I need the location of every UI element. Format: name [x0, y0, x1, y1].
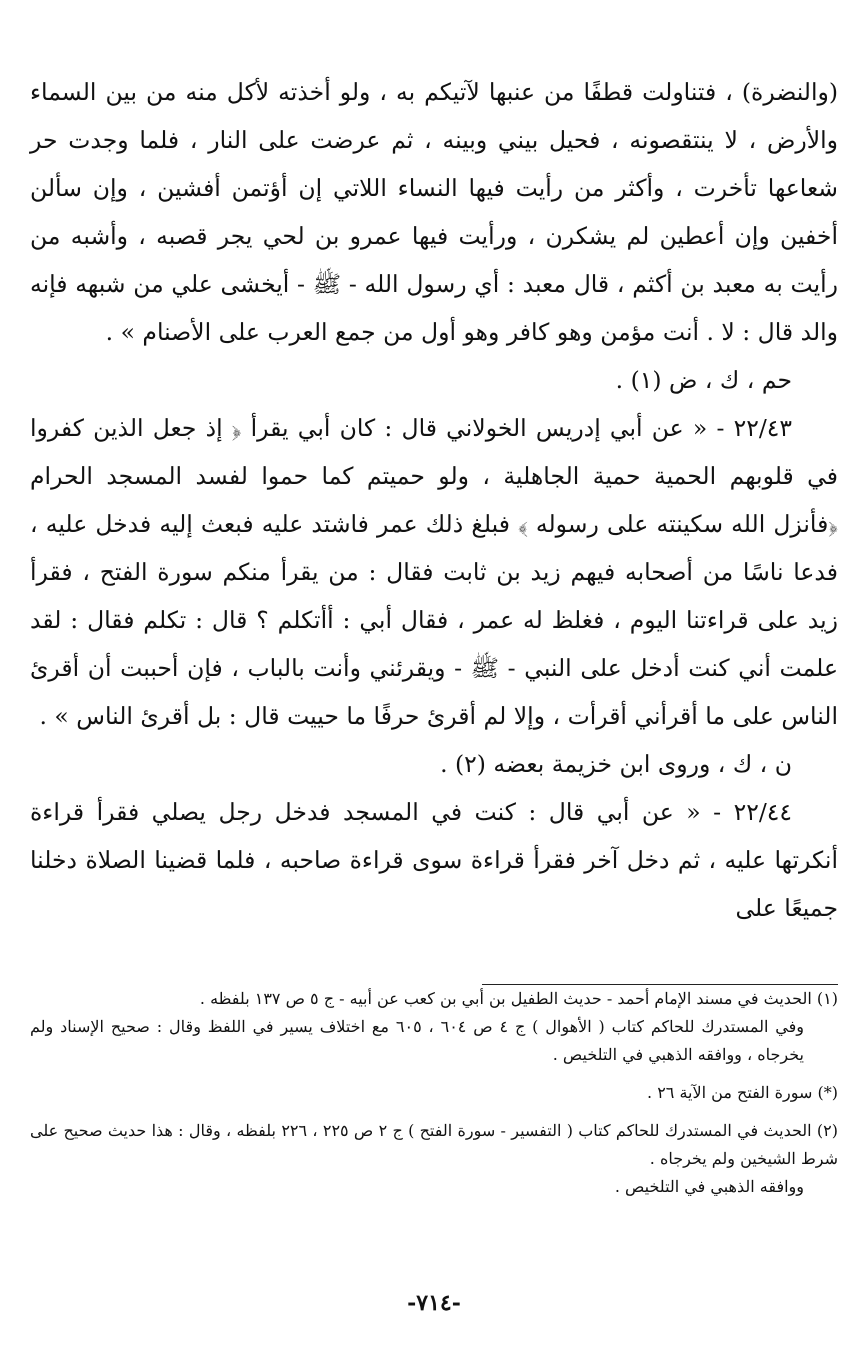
hadith-paragraph-43: ٢٢/٤٣ - « عن أبي إدريس الخولاني قال : كان أبي يقرأ ﴿ إذ جعل الذين كفروا في قلوبهم الحمية حمية الجاهلية ، ولو حميتم كما حموا لفسد المسجد الحرام ﴿فأنزل الله سكينته على رسوله ﴾ فبلغ ذلك عمر فاشتد عليه فبعث إليه فدخل عليه ، فدعا ناسًا من أصحابه فيهم زيد بن ثابت فقال : من يقرأ منكم سورة الفتح ، فقرأ زيد على قراءتنا اليوم ، فغلظ له عمر ، فقال أبي : أأتكلم ؟ قال : تكلم فقال : لقد علمت أني كنت أدخل على النبي - ﷺ - ويقرئني وأنت بالباب ، فإن أحببت أن أقرئ الناس على ما أقرأني أقرأت ، وإلا لم أقرئ حرفًا ما حييت قال : بل أقرئ الناس » . — [30, 414, 838, 730]
footnote-line: ووافقه الذهبي في التلخيص . — [614, 1177, 804, 1196]
main-text — [30, 68, 838, 932]
hadith-continuation-paragraph: (والنضرة) ، فتناولت قطفًا من عنبها لآتيكم به ، ولو أخذته لأكل منه من بين السماء والأرض ، لا ينتقصونه ، فحيل بيني وبينه ، ثم عرضت على النار ، فلما وجدت حر شعاعها تأخرت ، وأكثر من رأيت فيها النساء اللاتي إن أؤتمن أفشين ، وإن سألن أخفين وإن أعطين لم يشكرن ، ورأيت فيها عمرو بن لحي يجر قصبه ، وأشبه من رأيت به معبد بن أكثم ، قال معبد : أي رسول الله - ﷺ - أيخشى علي من شبهه فإنه والد قال : لا . أنت مؤمن وهو كافر وهو أول من جمع العرب على الأصنام » . — [30, 78, 838, 346]
footnote-gap — [30, 1109, 838, 1117]
page-number: -٧١٤- — [407, 1290, 461, 1316]
footnote-line: (*) سورة الفتح من الآية ٢٦ . — [647, 1083, 838, 1102]
footnote-gap — [30, 1071, 838, 1079]
source-reference-2: ن ، ك ، وروى ابن خزيمة بعضه (٢) . — [440, 750, 792, 778]
hadith-paragraph-44: ٢٢/٤٤ - « عن أبي قال : كنت في المسجد فدخل رجل يصلي فقرأ قراءة أنكرتها عليه ، ثم دخل آخر فقرأ قراءة سوى قراءة صاحبه ، فلما قضينا الصلاة دخلنا جميعًا على — [30, 798, 838, 922]
footnote-line: وفي المستدرك للحاكم كتاب ( الأهوال ) ج ٤ ص ٦٠٤ ، ٦٠٥ مع اختلاف يسير في اللفظ وقال : صحيح الإسناد ولم يخرجاه ، ووافقه الذهبي في التلخيص . — [30, 1017, 805, 1064]
source-reference-1: حم ، ك ، ض (١) . — [615, 366, 792, 394]
footnotes-section — [30, 985, 838, 1203]
footnote-line: (٢) الحديث في المستدرك للحاكم كتاب ( التفسير - سورة الفتح ) ج ٢ ص ٢٢٥ ، ٢٢٦ بلفظه ، وقال : هذا حديث صحيح على شرط الشيخين ولم يخرجاه . — [30, 1121, 838, 1168]
footnote-1 — [30, 985, 838, 1069]
footnote-line: (١) الحديث في مسند الإمام أحمد - حديث الطفيل بن أبي بن كعب عن أبيه - ج ٥ ص ١٣٧ بلفظه . — [199, 989, 838, 1008]
footnote-2 — [30, 1117, 838, 1201]
footnote-asterisk — [30, 1079, 838, 1107]
